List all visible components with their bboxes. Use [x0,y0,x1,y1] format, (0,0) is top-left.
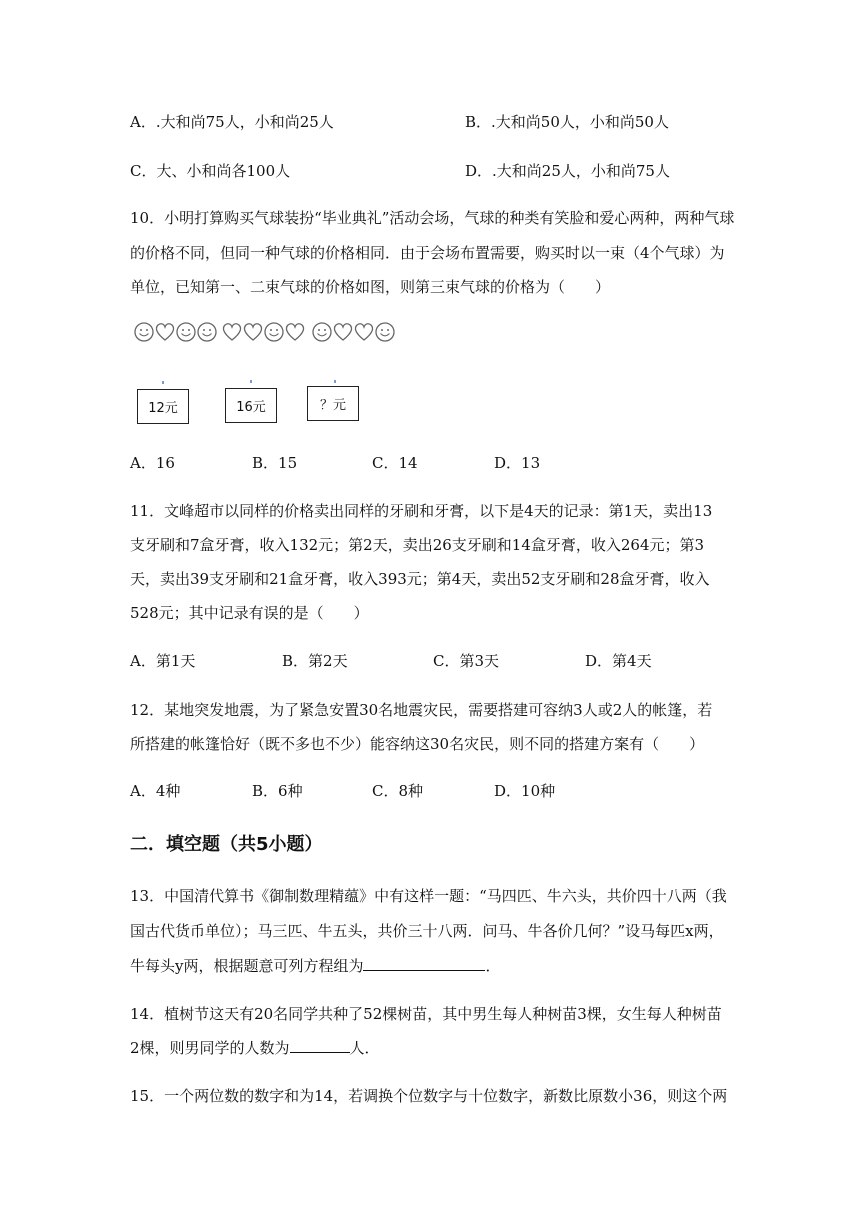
q9-option-d: D．.大和尚25人，小和尚75人 [465,162,670,180]
q11-option-b: B．第2天 [282,652,348,670]
q12-line-2: 所搭建的帐篷恰好（既不多也不少）能容纳这30名灾民，则不同的搭建方案有（ ） [130,735,705,753]
q10-option-d: D．13 [494,454,541,472]
q9-option-c: C．大、小和尚各100人 [130,162,291,180]
q11-line-3: 天，卖出39支牙刷和21盒牙膏，收入393元；第4天，卖出52支牙刷和28盒牙膏，收入 [130,570,710,588]
smiley-balloon-icon [177,323,195,341]
balloon-bunch-1 [133,321,217,343]
price-tag-1: 12元 [137,389,189,424]
string-dot [334,380,336,383]
q14-line-2 [130,1037,380,1058]
heart-balloon-icon [156,324,173,340]
heart-balloon-icon [334,324,351,340]
smiley-balloon-icon [376,323,394,341]
q9-option-a: A．.大和尚75人，小和尚25人 [130,113,334,131]
smiley-balloon-icon [135,323,153,341]
q12-option-a: A．4种 [130,782,181,800]
q10-option-a: A．16 [130,454,175,472]
q10-line-1: 10．小明打算购买气球装扮“毕业典礼”活动会场，气球的种类有笑脸和爱心两种，两种气球 [130,209,735,227]
price-tag-3: ？元 [307,386,359,421]
q13-line-3-text: 牛每头y两，根据题意可列方程组为 [130,957,364,975]
q12-option-b: B．6种 [252,782,303,800]
string-dot [250,380,252,383]
heart-balloon-icon [223,324,240,340]
q11-line-2: 支牙刷和7盒牙膏，收入132元；第2天，卖出26支牙刷和14盒牙膏，收入264元；第3 [130,536,705,554]
smiley-balloon-icon [313,323,331,341]
balloon-bunch-2 [221,321,305,343]
q14-line-2-end: 人． [349,1039,380,1057]
q14-line-1: 14．植树节这天有20名同学共种了52棵树苗，其中男生每人种树苗3棵，女生每人种树苗 [130,1005,722,1023]
balloon-bunch-3 [311,321,395,343]
q11-option-c: C．第3天 [433,652,500,670]
q11-option-d: D．第4天 [585,652,652,670]
q12-option-d: D．10种 [494,782,556,800]
string-dot [162,381,164,384]
q11-option-a: A．第1天 [130,652,196,670]
q13-line-2: 国古代货币单位）；马三匹、牛五头，共价三十八两．问马、牛各价几何？”设马每匹x两， [130,922,724,940]
section-title: 二．填空题（共5小题） [130,834,323,855]
q9-option-b: B．.大和尚50人，小和尚50人 [465,113,669,131]
heart-balloon-icon [244,324,261,340]
price-tag-2: 16元 [225,388,277,423]
q10-line-2: 的价格不同，但同一种气球的价格相同．由于会场布置需要，购买时以一束（4个气球）为 [130,244,725,262]
q12-option-c: C．8种 [372,782,424,800]
q15-line-1: 15．一个两位数的数字和为14，若调换个位数字与十位数字，新数比原数小36，则这个两 [130,1087,728,1105]
q13-line-3-end: ． [485,957,501,975]
smiley-balloon-icon [265,323,283,341]
heart-balloon-icon [286,324,303,340]
q10-option-b: B．15 [252,454,298,472]
heart-balloon-icon [355,324,372,340]
q10-line-3: 单位，已知第一、二束气球的价格如图，则第三束气球的价格为（ ） [130,278,611,296]
q14-line-2-text: 2棵，则男同学的人数为 [130,1039,290,1057]
smiley-balloon-icon [198,323,216,341]
q13-line-1: 13．中国清代算书《御制数理精蕴》中有这样一题：“马四匹、牛六头，共价四十八两（我 [130,887,727,905]
q13-answer-blank[interactable] [363,969,485,971]
q11-line-1: 11．文峰超市以同样的价格卖出同样的牙刷和牙膏，以下是4天的记录：第1天，卖出13 [130,502,713,520]
q14-answer-blank[interactable] [290,1051,350,1053]
q12-line-1: 12．某地突发地震，为了紧急安置30名地震灾民，需要搭建可容纳3人或2人的帐篷，若 [130,701,713,719]
q10-option-c: C．14 [372,454,418,472]
q13-line-3 [130,955,501,976]
q11-line-4: 528元；其中记录有误的是（ ） [130,604,369,622]
